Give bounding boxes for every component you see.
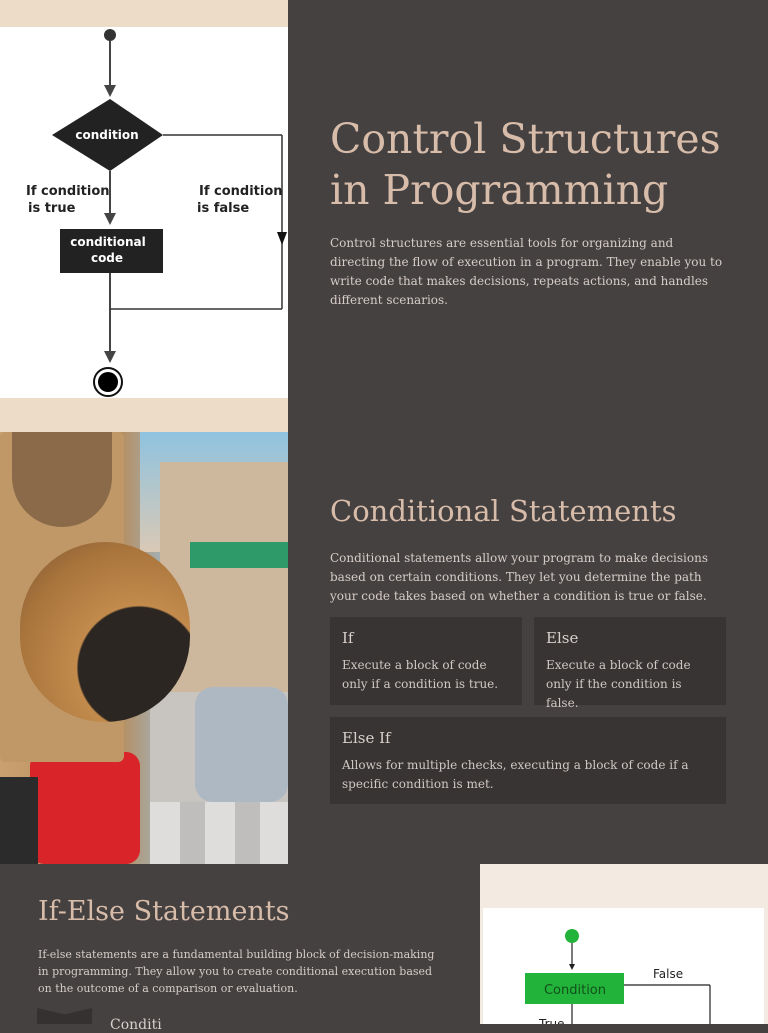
if-else-flowchart-diagram bbox=[483, 908, 764, 1024]
ifelse-item-label: Conditi bbox=[110, 1017, 162, 1033]
hero-description: Control structures are essential tools for organizing and directing the flow of execution in a program. They enable you to write code that makes decisions, repeats actions, and handles different scenarios. bbox=[330, 236, 723, 307]
flowchart-image bbox=[0, 27, 288, 398]
ifelse-description: If-else statements are a fundamental building block of decision-making in programming. They allow you to create conditional execution based on the outcome of a comparison or evaluation. bbox=[38, 948, 435, 995]
svg-text:True: True bbox=[539, 1017, 565, 1024]
svg-text:code: code bbox=[90, 251, 124, 265]
card-text: Execute a block of code only if the condition is false. bbox=[546, 658, 691, 710]
flowchart2-image bbox=[483, 908, 764, 1024]
card-text: Allows for multiple checks, executing a block of code if a specific condition is met. bbox=[342, 758, 689, 791]
flowchart-image-frame bbox=[0, 0, 288, 432]
svg-text:If condition: If condition bbox=[26, 184, 110, 199]
svg-text:If condition: If condition bbox=[199, 184, 283, 199]
svg-text:False: False bbox=[653, 967, 684, 981]
traffic-light-photo bbox=[0, 432, 288, 864]
conditional-title: Conditional Statements bbox=[330, 494, 677, 528]
conditional-description: Conditional statements allow your program to make decisions based on certain conditions. They let you determine the path your code takes based on whether a condition is true or false. bbox=[330, 551, 708, 603]
if-flowchart-diagram bbox=[0, 27, 288, 398]
page-title bbox=[330, 114, 721, 216]
svg-text:is true: is true bbox=[28, 201, 76, 216]
card-if bbox=[330, 617, 522, 705]
card-title: Else bbox=[546, 629, 579, 647]
ifelse-title: If-Else Statements bbox=[38, 896, 290, 927]
card-else-if bbox=[330, 717, 726, 804]
card-else bbox=[534, 617, 726, 710]
svg-text:conditional: conditional bbox=[70, 235, 146, 249]
card-title: If bbox=[342, 629, 354, 647]
svg-text:Condition: Condition bbox=[543, 983, 607, 998]
card-text: Execute a block of code only if a condition is true. bbox=[342, 658, 499, 691]
flowchart2-image-frame bbox=[480, 864, 768, 1024]
card-title: Else If bbox=[342, 729, 391, 747]
svg-text:is false: is false bbox=[197, 201, 250, 216]
svg-text:condition: condition bbox=[75, 128, 139, 142]
ifelse-item-icon bbox=[37, 1008, 92, 1024]
title-line-2: in Programming bbox=[330, 166, 669, 214]
title-line-1: Control Structures bbox=[330, 115, 721, 163]
